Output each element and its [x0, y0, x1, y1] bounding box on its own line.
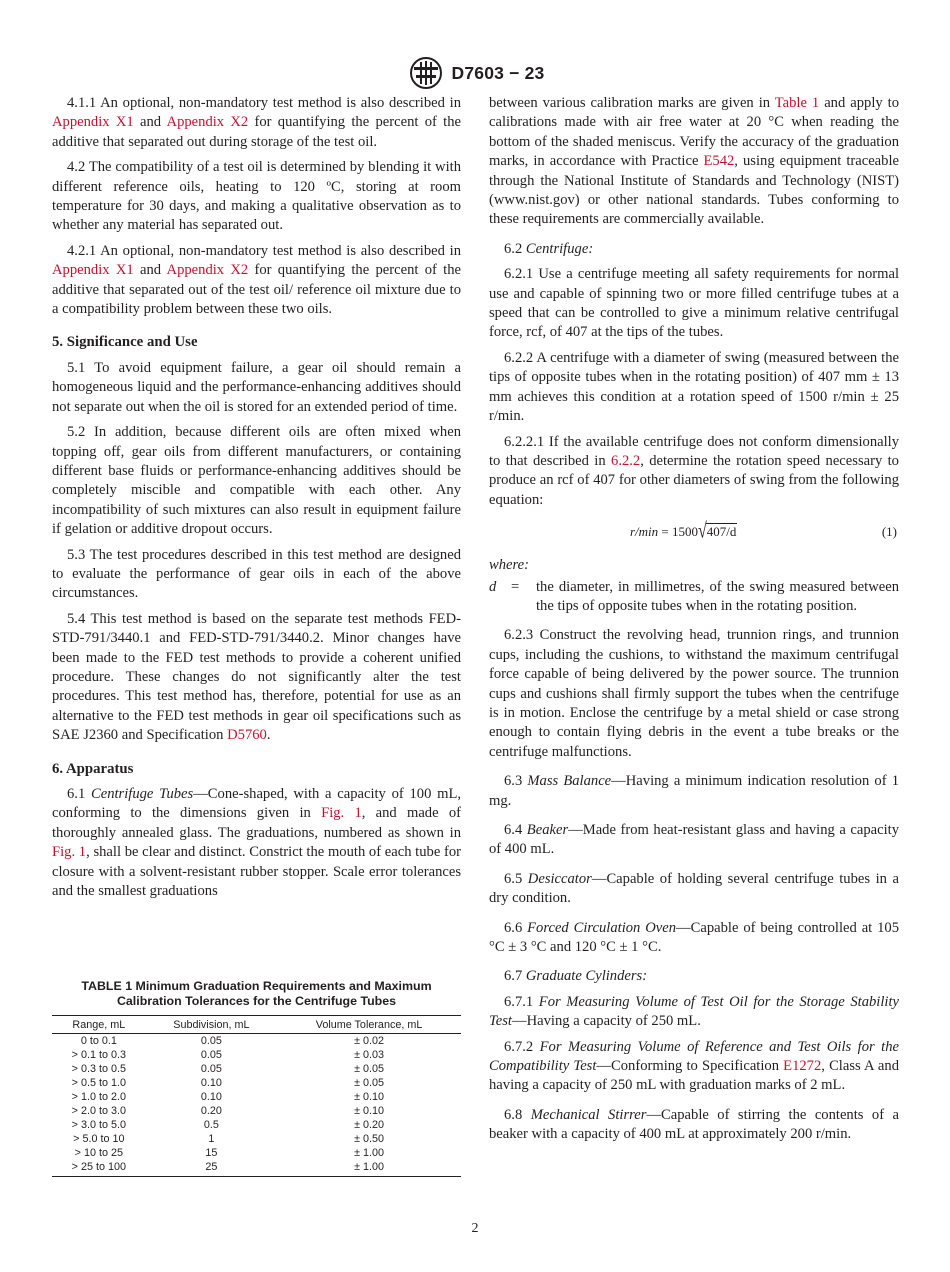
table-cell: ± 0.10: [354, 1091, 385, 1103]
paragraph-6-2-1: 6.2.1 Use a centrifuge meeting all safety requirements for normal use and capable of spinning two or more filled centrifuge tubes at a speed that can be controlled to give a minimum relative centrifugal force, rcf, of 407 at the tips of the tubes.: [489, 266, 899, 341]
page-number: 2: [471, 1221, 479, 1236]
table-header: Subdivision, mL: [146, 1016, 277, 1034]
table-cell: > 3.0 to 5.0: [71, 1119, 126, 1131]
paragraph-4-1-1: 4.1.1 An optional, non-mandatory test method is also described in Appendix X1 and Appendix X2 for quantifying the percent of the additive that separated out during storage of the test oil.: [52, 95, 461, 150]
page-header: [0, 56, 950, 90]
table-row: [52, 1104, 461, 1118]
table-header: Volume Tolerance, mL: [277, 1016, 461, 1034]
d5760-link[interactable]: D5760: [227, 727, 267, 744]
table-row: [52, 1034, 461, 1049]
section-6-heading: 6. Apparatus: [52, 760, 134, 777]
appendix-x2-link[interactable]: Appendix X2: [166, 262, 249, 279]
paragraph-5-4: 5.4 This test method is based on the separate test methods FED-STD-791/3440.1 and FED-STD-791/3440.2. Minor changes have been made to the FED test methods to provide a coherent unified procedure. These changes do not significantly alter the test procedures. This test method has, therefore, potential for use as an alternative to the FED test methods in gear oil specifications such as SAE J2360 and Specification D5760.: [52, 610, 461, 744]
table-cell: 25: [146, 1160, 277, 1177]
table-cell: ± 0.10: [354, 1105, 385, 1117]
paragraph-6-2-3: 6.2.3 Construct the revolving head, trunnion rings, and trunnion cups, including the cushions, to withstand the maximum centrifugal force capable of being delivered by the power source. The trunnion cups and cushions shall firmly support the tubes when the centrifuge is in motion. Enclose the centrifuge by a metal shield or case strong enough to contain flying debris in the event a tube breaks or the centrifuge malfunctions.: [489, 627, 899, 760]
table-row: [52, 1062, 461, 1076]
paragraph-6-8: 6.8 Mechanical Stirrer—Capable of stirring the contents of a beaker with a capacity of 400 mL at approximately 200 r/min.: [489, 1106, 899, 1143]
paragraph-6-2-2: 6.2.2 A centrifuge with a diameter of swing (measured between the tips of opposite tubes when in the rotating position) of 407 mm ± 13 mm achieves this condition at a rotation speed of 1500 r/min ± 25 r/min.: [489, 349, 899, 425]
paragraph-6-3: 6.3 Mass Balance—Having a minimum indication resolution of 1 mg.: [489, 773, 899, 809]
paragraph-6-4: 6.4 Beaker—Made from heat-resistant glass and having a capacity of 400 mL.: [489, 822, 899, 858]
table-cell: 1: [208, 1133, 215, 1145]
paragraph-6-1-continued: between various calibration marks are given in Table 1 and apply to calibrations made with air free water at 20 °C when reading the bottom of the shaded meniscus. Verify the accuracy of the graduation marks, in accordance with Practice E542, using equipment traceable through the National Institute of Standards and Technology (NIST) (www.nist.gov) or other national standards. Tubes conforming to these requirements are commercially available.: [489, 95, 899, 228]
sqrt-symbol: √: [698, 520, 707, 544]
table-cell: 0.20: [200, 1105, 222, 1117]
appendix-x1-link[interactable]: Appendix X1: [52, 262, 134, 279]
fig-1-link[interactable]: Fig. 1: [321, 805, 362, 822]
paragraph-5-1: 5.1 To avoid equipment failure, a gear oil should remain a homogeneous liquid and the performance-enhancing additives should not separate out when the oil is stored for an extended period of time.: [52, 359, 461, 415]
table-cell: ± 0.05: [354, 1063, 385, 1075]
variable-definition: d = the diameter, in millimetres, of the swing measured between the tips of opposite tubes when in the rotating position.: [489, 578, 899, 614]
table-header-row: [52, 1016, 461, 1034]
paragraph-6-7-1: 6.7.1 For Measuring Volume of Test Oil for the Storage Stability Test—Having a capacity of 250 mL.: [489, 993, 899, 1030]
table-cell: > 2.0 to 3.0: [71, 1105, 126, 1117]
table-cell: > 0.1 to 0.3: [71, 1049, 126, 1061]
paragraph-6-7: 6.7 Graduate Cylinders:: [504, 968, 648, 985]
table-cell: > 0.3 to 0.5: [71, 1063, 126, 1075]
paragraph-4-2-1: 4.2.1 An optional, non-mandatory test method is also described in Appendix X1 and Appendix X2 for quantifying the percent of the additive that separated out of the test oil/ reference oil mixture due to a compatibility problem between these two oils.: [52, 242, 461, 318]
table-cell: 0.05: [200, 1049, 222, 1061]
paragraph-6-1: 6.1 Centrifuge Tubes—Cone-shaped, with a capacity of 100 mL, conforming to the dimensions given in Fig. 1, and made of thoroughly annealed glass. The graduations, numbered as shown in Fig. 1, shall be clear and distinct. Constrict the mouth of each tube for closure with a solvent-resistant rubber stopper. Scale error tolerances and the smallest graduations: [52, 786, 462, 900]
table-header: Range, mL: [52, 1016, 146, 1034]
graduation-table: [52, 1015, 461, 1177]
table-cell: ± 0.50: [354, 1133, 385, 1145]
table-cell: > 5.0 to 10: [73, 1133, 125, 1145]
table-row: [52, 1118, 461, 1132]
table-cell: > 1.0 to 2.0: [71, 1091, 126, 1103]
paragraph-5-3: 5.3 The test procedures described in this test method are designed to evaluate the performance of gear oils in each of the above circumstances.: [52, 546, 461, 602]
left-column: [52, 94, 461, 907]
section-6-2-2-link[interactable]: 6.2.2: [611, 452, 641, 469]
table-cell: 0.10: [200, 1077, 222, 1089]
table-cell: 0.10: [200, 1091, 222, 1103]
table-caption: TABLE 1 Minimum Graduation Requirements and Maximum Calibration Tolerances for the Centrifuge Tubes: [81, 979, 432, 1008]
radicand: 407/d: [706, 524, 737, 540]
table-cell: ± 1.00: [354, 1147, 385, 1159]
table-row: [52, 1132, 461, 1146]
table-row: [52, 1146, 461, 1160]
table-cell: ± 0.02: [354, 1035, 385, 1047]
e1272-link[interactable]: E1272: [783, 1058, 822, 1075]
table-cell: > 10 to 25: [74, 1147, 123, 1159]
table-row: [52, 1048, 461, 1062]
paragraph-6-2-2-1: 6.2.2.1 If the available centrifuge does not conform dimensionally to that described in 6.2.2, determine the rotation speed necessary to produce an rcf of 407 for other diameters of swing from the following equation:: [489, 433, 899, 508]
paragraph-5-2: 5.2 In addition, because different oils are often mixed when topping off, gear oils from different manufacturers, or containing different base fluids or performance-enhancing additives should be completely miscible and compatible with each other. Any incompatibility of such mixtures can also result in equipment failure if gelation or additive dropout occurs.: [52, 424, 461, 538]
table-cell: 15: [205, 1147, 218, 1159]
e542-link[interactable]: E542: [703, 153, 735, 170]
table-cell: > 25 to 100: [52, 1160, 146, 1177]
table-row: [52, 1076, 461, 1090]
right-column: [489, 94, 899, 1151]
where-label: where:: [489, 557, 529, 574]
astm-logo-icon: [406, 56, 446, 90]
table-cell: 0.05: [200, 1063, 222, 1075]
paragraph-6-2: 6.2 Centrifuge:: [504, 240, 594, 257]
table-cell: 0.5: [203, 1119, 219, 1131]
table-row: [52, 1090, 461, 1104]
document-id: D7603 − 23: [451, 62, 545, 83]
table-cell: 0.05: [200, 1035, 222, 1047]
paragraph-4-2: 4.2 The compatibility of a test oil is determined by blending it with different reference oils, heating to 120 ºC, storing at room temperature for 30 days, and making a qualitative observation as to whether any material has separated out.: [52, 159, 461, 234]
table-cell: 0 to 0.1: [80, 1035, 117, 1047]
paragraph-6-5: 6.5 Desiccator—Capable of holding several centrifuge tubes in a dry condition.: [489, 870, 899, 907]
table-cell: ± 0.03: [354, 1049, 385, 1061]
table-cell: ± 1.00: [277, 1160, 461, 1177]
table-cell: ± 0.05: [354, 1077, 385, 1089]
table-1-link[interactable]: Table 1: [774, 95, 820, 111]
equation-number: (1): [881, 524, 897, 540]
appendix-x1-link[interactable]: Appendix X1: [52, 114, 134, 131]
table-1: [52, 979, 461, 1177]
table-cell: ± 0.20: [354, 1119, 385, 1131]
table-cell: > 0.5 to 1.0: [71, 1077, 126, 1089]
section-5-heading: 5. Significance and Use: [52, 334, 198, 351]
fig-1-link[interactable]: Fig. 1: [52, 844, 87, 861]
equation-1: r/min = 1500√407/d (1): [630, 520, 897, 544]
table-row: [52, 1160, 461, 1177]
appendix-x2-link[interactable]: Appendix X2: [166, 114, 249, 131]
paragraph-6-7-2: 6.7.2 For Measuring Volume of Reference and Test Oils for the Compatibility Test—Conforming to Specification E1272, Class A and having a capacity of 250 mL with graduation marks of 2 mL.: [489, 1038, 899, 1094]
paragraph-6-6: 6.6 Forced Circulation Oven—Capable of being controlled at 105 °C ± 3 °C and 120 °C ± 1 °C.: [489, 919, 899, 956]
